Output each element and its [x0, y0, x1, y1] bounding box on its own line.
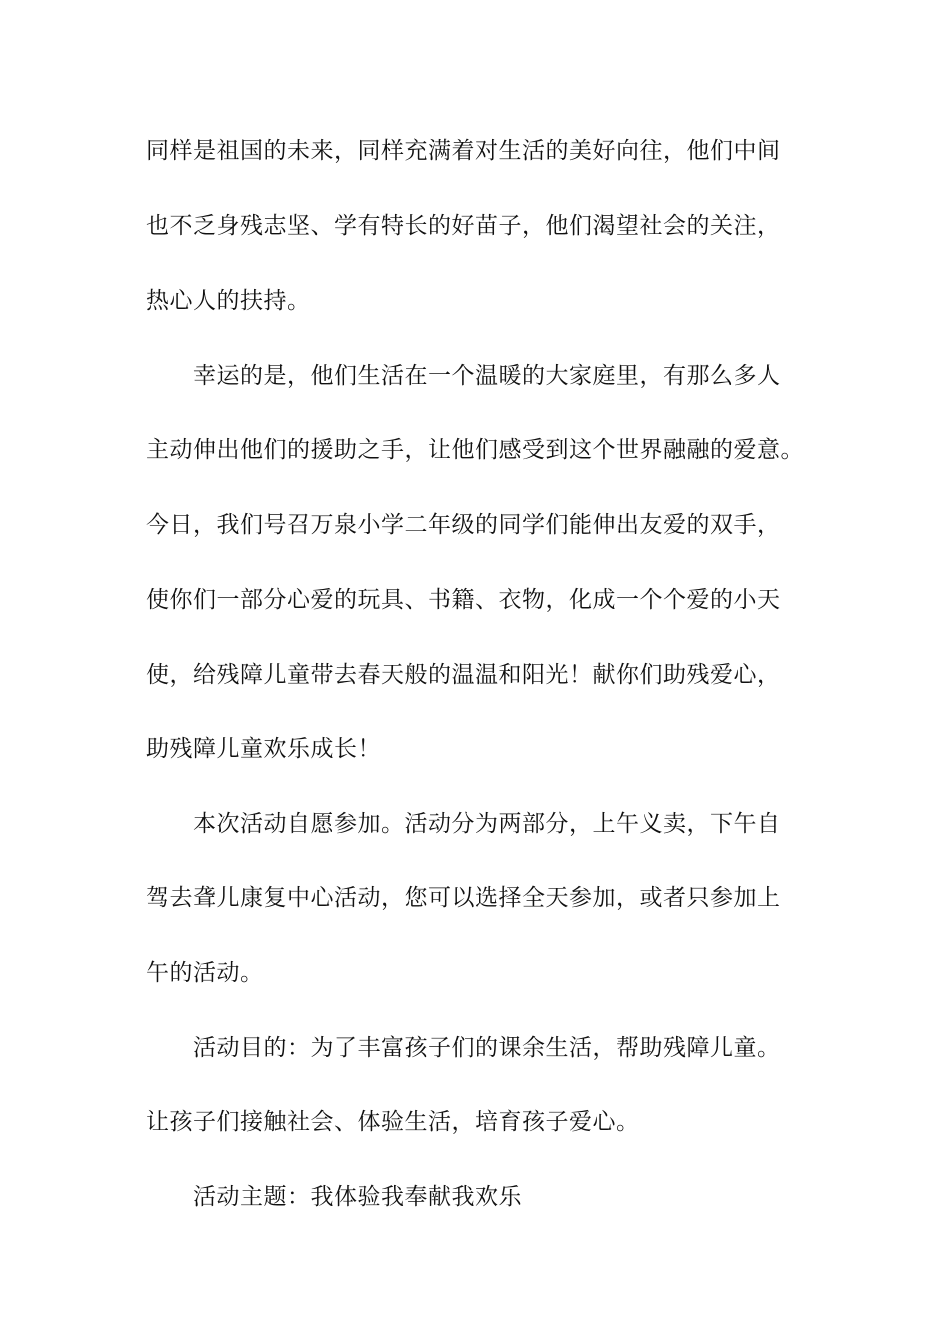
- text-line: 午的活动。: [146, 960, 264, 986]
- paragraph-start-line: 本次活动自愿参加。活动分为两部分，上午义卖，下午自: [193, 811, 781, 837]
- text-line: 让孩子们接触社会、体验生活，培育孩子爱心。: [146, 1109, 640, 1135]
- paragraph-start-line: 活动主题：我体验我奉献我欢乐: [193, 1184, 522, 1210]
- paragraph-start-line: 幸运的是，他们生活在一个温暖的大家庭里，有那么多人: [193, 363, 781, 389]
- text-line: 驾去聋儿康复中心活动，您可以选择全天参加，或者只参加上: [146, 885, 781, 911]
- text-line: 使你们一部分心爱的玩具、书籍、衣物，化成一个个爱的小天: [146, 587, 781, 613]
- text-line: 助残障儿童欢乐成长！: [146, 736, 381, 762]
- text-line: 今日，我们号召万泉小学二年级的同学们能伸出友爱的双手，: [146, 512, 781, 538]
- text-line: 同样是祖国的未来，同样充满着对生活的美好向往，他们中间: [146, 138, 781, 164]
- text-line: 热心人的扶持。: [146, 288, 311, 314]
- paragraph-start-line: 活动目的：为了丰富孩子们的课余生活，帮助残障儿童。: [193, 1035, 781, 1061]
- text-line: 使，给残障儿童带去春天般的温温和阳光！献你们助残爱心，: [146, 662, 781, 688]
- text-line: 主动伸出他们的援助之手，让他们感受到这个世界融融的爱意。: [146, 437, 804, 463]
- text-line: 也不乏身残志坚、学有特长的好苗子，他们渴望社会的关注，: [146, 213, 781, 239]
